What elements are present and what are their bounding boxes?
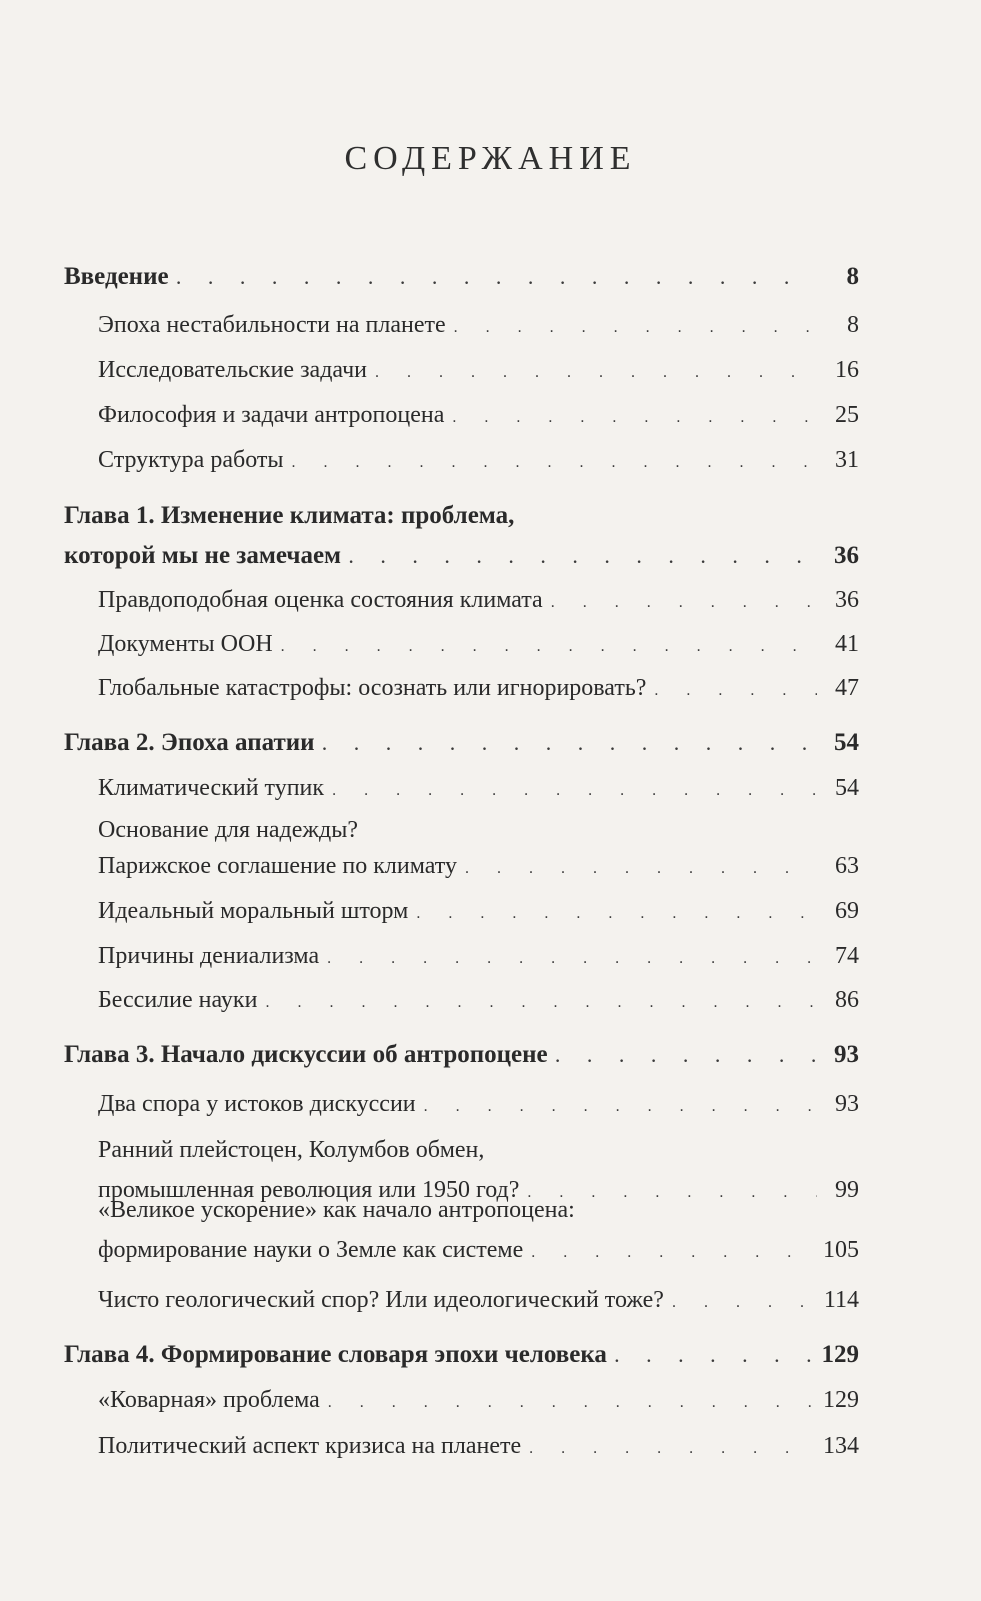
leader-dots: [291, 443, 817, 483]
toc-entry[interactable]: [98, 395, 859, 435]
toc-entry-label: Политический аспект кризиса на планете: [98, 1433, 522, 1459]
leader-dots: [327, 939, 817, 979]
leader-dots: [654, 671, 817, 711]
leader-dots: [416, 894, 817, 934]
leader-dots: [375, 353, 817, 393]
toc-entry-chapter-2[interactable]: [64, 723, 859, 763]
toc-entry-label: Глобальные катастрофы: осознать или игнорировать?: [98, 675, 647, 701]
toc-entry-label: Причины дениализма: [98, 943, 320, 969]
toc-page-number: 129: [823, 1387, 859, 1413]
toc-page-number: 93: [834, 1041, 859, 1068]
leader-dots: [265, 983, 817, 1023]
leader-dots: [281, 627, 817, 667]
toc-entry-label: промышленная революция или 1950 год?: [98, 1177, 520, 1203]
toc-entry[interactable]: [98, 580, 859, 620]
toc-entry-label: Глава 2. Эпоха апатии: [64, 729, 315, 756]
toc-entry[interactable]: [98, 1190, 859, 1274]
toc-entry-label-first-line: Глава 1. Изменение климата: проблема,: [64, 502, 515, 529]
leader-dots: [551, 583, 817, 623]
toc-entry[interactable]: [98, 810, 859, 850]
toc-entry[interactable]: [98, 768, 859, 808]
toc-entry-label: Документы ООН: [98, 631, 273, 657]
toc-entry-label: которой мы не замечаем: [64, 542, 342, 569]
leader-dots: [349, 539, 817, 579]
leader-dots: [323, 726, 817, 766]
toc-page-number: 99: [835, 1177, 859, 1203]
toc-page-number: 31: [835, 447, 859, 473]
toc-entry-label-first-line: Ранний плейстоцен, Колумбов обмен,: [98, 1137, 485, 1163]
leader-dots: [454, 308, 817, 348]
toc-entry-label: Два спора у истоков дискуссии: [98, 1091, 416, 1117]
toc-page-number: 129: [821, 1341, 859, 1368]
toc-entry[interactable]: [98, 668, 859, 708]
toc-entry[interactable]: [98, 350, 859, 390]
toc-entry[interactable]: [98, 305, 859, 345]
toc-entry-chapter-3[interactable]: [64, 1035, 859, 1075]
toc-entry[interactable]: [98, 846, 859, 886]
toc-entry-label: Введение: [64, 263, 169, 290]
toc-entry-label: Парижское соглашение по климату: [98, 853, 457, 879]
toc-entry[interactable]: [98, 980, 859, 1020]
toc-page-number: 134: [823, 1433, 859, 1459]
toc-page-number: 8: [847, 312, 859, 338]
toc-page-number: 86: [835, 987, 859, 1013]
toc-page-number: 16: [835, 357, 859, 383]
toc-entry-label: Бессилие науки: [98, 987, 258, 1013]
toc-entry-label: Климатический тупик: [98, 775, 325, 801]
leader-dots: [424, 1087, 817, 1127]
toc-entry[interactable]: [98, 1380, 859, 1420]
toc-page-number: 25: [835, 402, 859, 428]
toc-entry-label: Идеальный моральный шторм: [98, 898, 409, 924]
toc-page-number: 69: [835, 898, 859, 924]
toc-entry-chapter-1[interactable]: [64, 496, 859, 580]
leader-dots: [332, 771, 817, 811]
leader-dots: [529, 1429, 815, 1469]
leader-dots: [328, 1383, 815, 1423]
toc-entry-label: «Коварная» проблема: [98, 1387, 320, 1413]
toc-entry-introduction[interactable]: [64, 257, 859, 297]
toc-entry-label: Правдоподобная оценка состояния климата: [98, 587, 543, 613]
toc-entry-label: Исследовательские задачи: [98, 357, 368, 383]
toc-page-number: 54: [835, 775, 859, 801]
toc-entry[interactable]: [98, 891, 859, 931]
toc-entry[interactable]: [98, 1084, 859, 1124]
leader-dots: [615, 1338, 814, 1378]
leader-dots: [531, 1233, 815, 1273]
toc-page-number: 36: [835, 587, 859, 613]
toc-page-number: 105: [823, 1237, 859, 1263]
toc-entry-label: Основание для надежды?: [98, 817, 358, 843]
leader-dots: [452, 398, 817, 438]
toc-entry-label: Философия и задачи антропоцена: [98, 402, 445, 428]
page-title: СОДЕРЖАНИЕ: [344, 140, 637, 177]
toc-page-number: 47: [835, 675, 859, 701]
toc-entry-label: Эпоха нестабильности на планете: [98, 312, 446, 338]
toc-entry-label: Глава 3. Начало дискуссии об антропоцене: [64, 1041, 548, 1068]
toc-page-number: 63: [835, 853, 859, 879]
leader-dots: [465, 849, 817, 889]
toc-entry-label: Структура работы: [98, 447, 284, 473]
toc-entry-label: Чисто геологический спор? Или идеологический тоже?: [98, 1287, 664, 1313]
toc-page-number: 41: [835, 631, 859, 657]
toc-entry[interactable]: [98, 1426, 859, 1466]
leader-dots: [556, 1038, 817, 1078]
leader-dots: [177, 260, 817, 300]
toc-page-number: 8: [846, 263, 859, 290]
toc-entry-label: формирование науки о Земле как системе: [98, 1237, 524, 1263]
toc-entry[interactable]: [98, 1280, 859, 1320]
toc-page-number: 74: [835, 943, 859, 969]
toc-page-number: 114: [823, 1287, 859, 1313]
toc-entry-chapter-4[interactable]: [64, 1335, 859, 1375]
toc-page-number: 36: [834, 542, 859, 569]
toc-entry[interactable]: [98, 440, 859, 480]
toc-entry[interactable]: [98, 624, 859, 664]
toc-page-number: 54: [834, 729, 859, 756]
toc-entry-label-first-line: «Великое ускорение» как начало антропоцена:: [98, 1197, 575, 1223]
toc-entry-label: Глава 4. Формирование словаря эпохи человека: [64, 1341, 607, 1368]
toc-entry[interactable]: [98, 936, 859, 976]
leader-dots: [672, 1283, 816, 1323]
toc-page-number: 93: [835, 1091, 859, 1117]
